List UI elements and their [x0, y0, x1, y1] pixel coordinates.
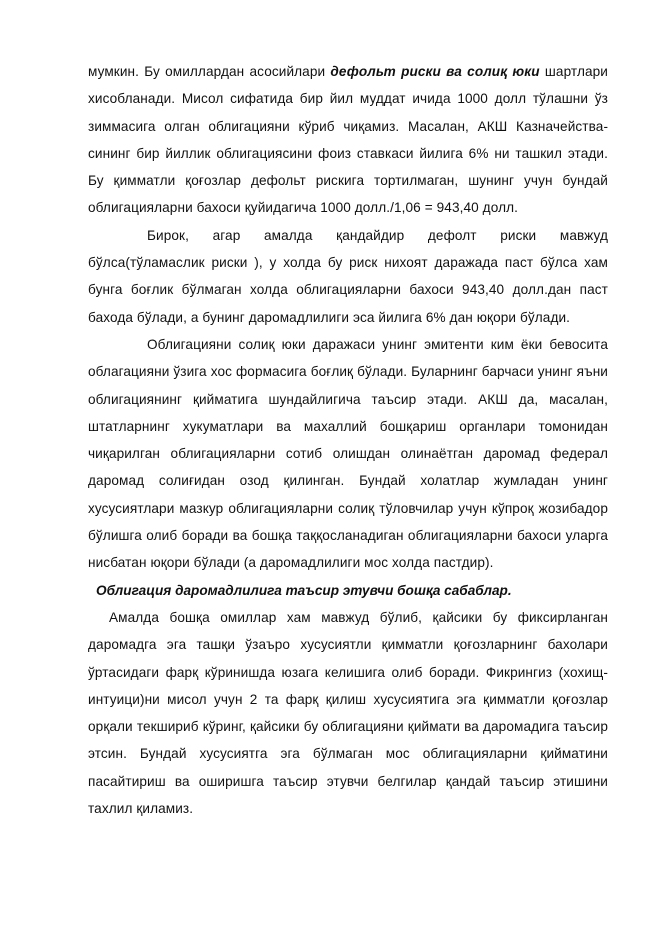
- paragraph-1-text-end: шартлари хисобланади. Мисол сифатида бир йил муддат ичида 1000 долл тўлашни ўз зиммасига олган облигацияни кўриб чиқамиз. Масалан, АКШ Казначействасининг бир йиллик облигациясини фоиз ставкаси йилига 6% ни ташкил этади. Бу қимматли қоғозлар дефольт рискига тортилмаган, шунинг учун бундай облигацияларни бахоси қуйидагича 1000 долл./1,06 = 943,40 долл.: [88, 64, 608, 216]
- paragraph-4: Амалда бошқа омиллар хам мавжуд бўлиб, қайсики бу фиксирланган даромадга эга ташқи ўзаъро хусусиятли қимматли қоғозларнинг бахолари ўртасидаги фарқ кўринишда юзага келишига олиб боради. Фикрингиз (хохищ-интуици)ни мисол учун 2 та фарқ қилиш хусусиятига эга қимматли қоғозлар орқали текшириб кўринг, қайсики бу облигацияни қиймати ва даромадига таъсир этсин. Бундай хусусиятга эга бўлмаган мос облигацияларни қийматини пасайтириш ва оширишга таъсир этувчи белгилар қандай таъсир этишини тахлил қиламиз.: [88, 609, 608, 817]
- emphasis-default-risk-tax: дефольт риски ва солиқ юки: [330, 64, 540, 79]
- paragraph-2: Бирок, агар амалда қандайдир дефолт риски мавжуд бўлса(тўламаслик риски ), у холда бу риск нихоят даражада паст бўлса хам бунга боғлик бўлмаган холда облигацияларни бахоси 943,40 долл.дан паст бахода бўлади, а бунинг даромадлилиги эса йилига 6% дан юқори бўлади.: [88, 227, 608, 325]
- document-page: [88, 58, 608, 822]
- section-heading: Облигация даромадлилига таъсир этувчи бошқа сабаблар.: [96, 582, 512, 598]
- paragraph-3: Облигацияни солиқ юки даражаси унинг эмитенти ким ёки бевосита облагацияни ўзига хос формасига боғлиқ бўлади. Буларнинг барчаси унинг яъни облигациянинг қийматига шундайлигича таъсир этади. АКШ да, масалан, штатларнинг хукуматлари ва махаллий бошқариш органлари томонидан чиқарилган облигацияларни сотиб олишдан олинаётган даромад федерал даромад солиғидан озод қилинган. Бундай холатлар жумладан унинг хусусиятлари мазкур облигацияларни солиқ тўловчилар учун кўпроқ жозибадор бўлишга олиб боради ва бошқа таққосланадиган облигацияларни бахоси уларга нисбатан юқори бўлади (а даромадлилиги мос холда пастдир).: [88, 336, 608, 571]
- paragraph-1: [88, 58, 608, 222]
- paragraph-1-text-start: мумкин. Бу омиллардан асосийлари: [88, 64, 331, 79]
